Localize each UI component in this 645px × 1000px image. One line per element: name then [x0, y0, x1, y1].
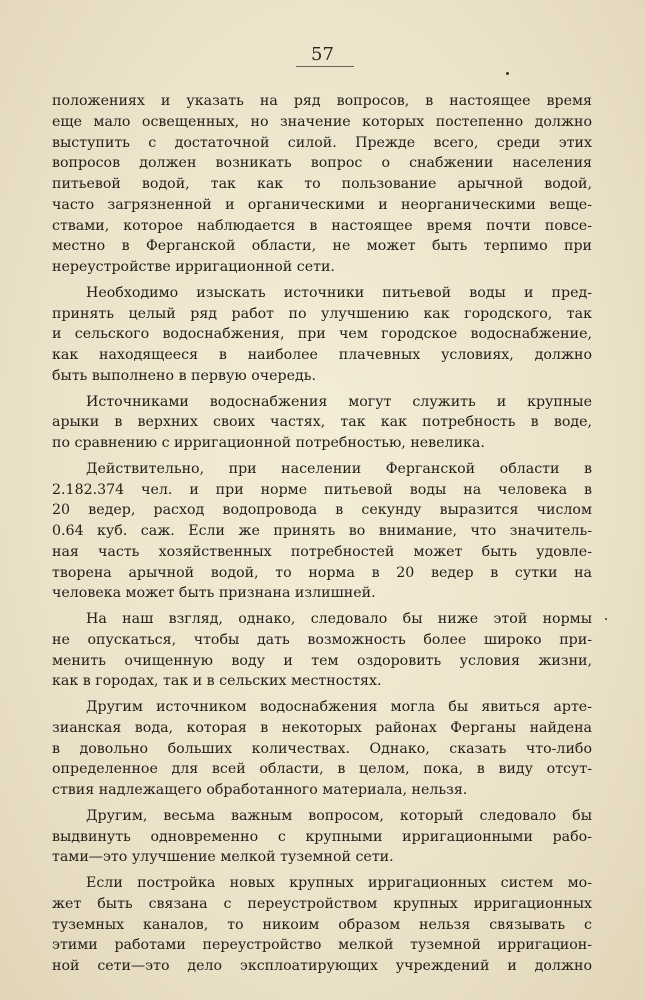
text-line: творена арычной водой, то норма в 20 ведер в сутки на [52, 564, 592, 581]
paragraph [52, 806, 592, 868]
text-line: туземных каналов, то никоим образом нельзя связывать с [52, 916, 592, 933]
text-line: Источниками водоснабжения могут служить и крупные [86, 393, 592, 410]
text-line: по сравнению с ирригационной потребностью, невелика. [52, 435, 485, 451]
text-line: часто загрязненной и органическими и неорганическими веще- [52, 196, 592, 213]
text-line: этими работами переустройство мелкой туземной ирригацион- [52, 937, 592, 954]
text-line: определенное для всей области, в целом, пока, в виду отсут- [52, 761, 592, 778]
text-line: тами—это улучшение мелкой туземной сети. [52, 849, 394, 866]
text-line: зианская вода, которая в некоторых районах Ферганы найдена [52, 719, 592, 736]
text-line: Необходимо изыскать источники питьевой воды и пред- [86, 284, 592, 301]
page-number-rule [296, 66, 354, 67]
text-line: как в городах, так и в сельских местностях. [52, 673, 382, 690]
text-line: не опускаться, чтобы дать возможность более широко при- [52, 631, 592, 648]
text-line: положениях и указать на ряд вопросов, в настоящее время [52, 93, 592, 109]
text-line: ствами, которое наблюдается в настоящее время почти повсе- [52, 217, 592, 234]
text-line: местно в Ферганской области, не может быть терпимо при [52, 238, 592, 255]
text-line: питьевой водой, так как то пользование арычной водой, [52, 176, 592, 192]
text-line: жет быть связана с переустройством крупных ирригационных [52, 895, 592, 912]
text-line: арыки в верхних своих частях, так как потребность в воде, [52, 414, 592, 431]
text-line: ная часть хозяйственных потребностей может быть удовле- [52, 543, 592, 560]
text-line: вопросов должен возникать вопрос о снабжении населения [52, 155, 592, 172]
paragraph [52, 873, 592, 977]
text-line: в довольно больших количествах. Однако, сказать что-либо [52, 740, 592, 757]
paragraph [52, 609, 592, 692]
text-line: принять целый ряд работ по улучшению как городского, так [52, 305, 592, 322]
text-line: На наш взгляд, однако, следовало бы ниже этой нормы [86, 611, 592, 627]
paragraph [52, 459, 592, 604]
text-line: ной сети—это дело эксплоатирующих учреждений и должно [52, 958, 592, 974]
paragraph [52, 697, 592, 801]
paragraph [52, 392, 592, 454]
paragraph [52, 283, 592, 387]
text-line: Если постройка новых крупных ирригационных систем мо- [86, 875, 592, 891]
text-line: ствия надлежащего обработанного материала, нельзя. [52, 782, 468, 798]
text-line: 2.182.374 чел. и при норме питьевой воды на человека в [52, 481, 592, 498]
body-text [52, 91, 592, 977]
text-line: выдвинуть одновременно с крупными ирригационными рабо- [52, 828, 592, 845]
print-speck [605, 618, 607, 620]
text-line: Другим, весьма важным вопросом, который следовало бы [86, 807, 592, 824]
text-line: нереустройстве ирригационной сети. [52, 259, 335, 275]
text-line: быть выполнено в первую очередь. [52, 367, 316, 384]
text-line: еще мало освещенных, но значение которых постепенно должно [52, 113, 592, 130]
text-line: как находящееся в наиболее плачевных условиях, должно [52, 347, 592, 363]
page-number: 57 [311, 44, 334, 65]
text-line: Действительно, при населении Ферганской области в [86, 460, 592, 477]
text-line: Другим источником водоснабжения могла бы явиться арте- [86, 699, 592, 715]
text-line: и сельского водоснабжения, при чем городское водоснабжение, [52, 326, 592, 343]
text-line: человека может быть признана излишней. [52, 585, 376, 602]
print-speck [506, 72, 509, 75]
text-line: 20 ведер, расход водопровода в секунду выразится числом [52, 502, 592, 519]
text-line: менить очищенную воду и тем оздоровить условия жизни, [52, 652, 592, 669]
text-line: выступить с достаточной силой. Прежде всего, среди этих [52, 134, 592, 151]
text-line: 0.64 куб. саж. Если же принять во внимание, что значитель- [52, 523, 592, 539]
paragraph [52, 91, 592, 278]
